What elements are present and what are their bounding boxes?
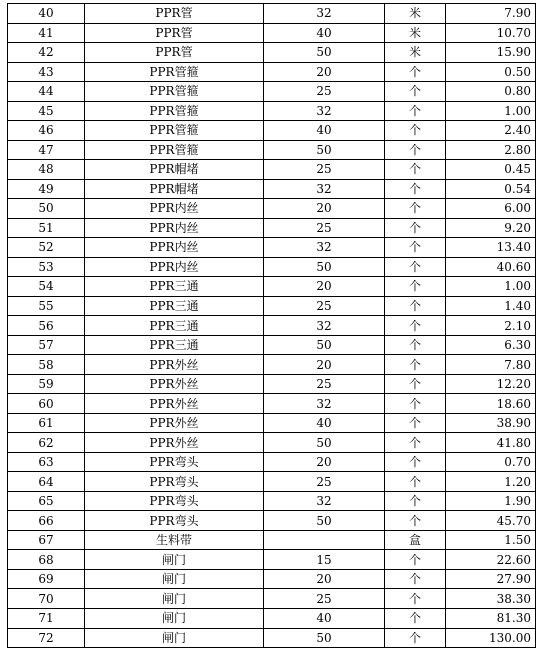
item-name: PPR管箍 <box>85 82 264 102</box>
item-price: 13.40 <box>446 238 536 258</box>
table-row <box>8 199 536 219</box>
row-number: 64 <box>8 472 85 492</box>
item-price: 1.00 <box>446 101 536 121</box>
item-spec: 40 <box>264 608 385 628</box>
table-row <box>8 394 536 414</box>
row-number: 53 <box>8 257 85 277</box>
table-row <box>8 238 536 258</box>
item-price: 0.80 <box>446 82 536 102</box>
row-number: 45 <box>8 101 85 121</box>
table-row <box>8 491 536 511</box>
item-unit: 个 <box>385 491 446 511</box>
item-unit: 个 <box>385 179 446 199</box>
item-spec: 20 <box>264 569 385 589</box>
item-unit: 个 <box>385 355 446 375</box>
item-name: PPR外丝 <box>85 374 264 394</box>
item-price: 7.80 <box>446 355 536 375</box>
item-spec: 40 <box>264 413 385 433</box>
row-number: 51 <box>8 218 85 238</box>
item-price: 6.30 <box>446 335 536 355</box>
item-spec: 50 <box>264 43 385 63</box>
item-spec: 32 <box>264 4 385 24</box>
item-unit: 个 <box>385 199 446 219</box>
item-spec: 25 <box>264 82 385 102</box>
item-spec: 25 <box>264 589 385 609</box>
row-number: 47 <box>8 140 85 160</box>
item-unit: 个 <box>385 628 446 648</box>
item-unit: 个 <box>385 277 446 297</box>
table-row <box>8 62 536 82</box>
row-number: 69 <box>8 569 85 589</box>
item-name: PPR外丝 <box>85 413 264 433</box>
item-name: PPR管箍 <box>85 62 264 82</box>
table-row <box>8 218 536 238</box>
row-number: 63 <box>8 452 85 472</box>
row-number: 46 <box>8 121 85 141</box>
item-name: PPR内丝 <box>85 238 264 258</box>
table-row <box>8 316 536 336</box>
item-name: PPR管箍 <box>85 140 264 160</box>
table-row <box>8 43 536 63</box>
item-spec: 50 <box>264 335 385 355</box>
item-unit: 米 <box>385 23 446 43</box>
item-spec: 50 <box>264 140 385 160</box>
item-spec: 25 <box>264 472 385 492</box>
row-number: 50 <box>8 199 85 219</box>
item-unit: 个 <box>385 589 446 609</box>
item-name: 闸门 <box>85 569 264 589</box>
item-price: 2.40 <box>446 121 536 141</box>
table-row <box>8 4 536 24</box>
item-name: PPR内丝 <box>85 218 264 238</box>
row-number: 65 <box>8 491 85 511</box>
item-unit: 个 <box>385 82 446 102</box>
item-spec: 32 <box>264 238 385 258</box>
table-row <box>8 511 536 531</box>
row-number: 70 <box>8 589 85 609</box>
item-spec: 20 <box>264 199 385 219</box>
item-name: 闸门 <box>85 608 264 628</box>
item-spec: 32 <box>264 101 385 121</box>
item-price: 0.70 <box>446 452 536 472</box>
row-number: 55 <box>8 296 85 316</box>
item-unit: 个 <box>385 316 446 336</box>
item-price: 1.40 <box>446 296 536 316</box>
item-price: 1.50 <box>446 530 536 550</box>
item-price: 22.60 <box>446 550 536 570</box>
item-name: PPR三通 <box>85 296 264 316</box>
row-number: 59 <box>8 374 85 394</box>
item-unit: 盒 <box>385 530 446 550</box>
row-number: 49 <box>8 179 85 199</box>
item-name: PPR管 <box>85 4 264 24</box>
item-price: 7.90 <box>446 4 536 24</box>
row-number: 42 <box>8 43 85 63</box>
table-row <box>8 530 536 550</box>
item-spec: 25 <box>264 374 385 394</box>
table-row <box>8 550 536 570</box>
table-row <box>8 433 536 453</box>
item-unit: 个 <box>385 550 446 570</box>
row-number: 48 <box>8 160 85 180</box>
item-unit: 个 <box>385 433 446 453</box>
item-unit: 个 <box>385 257 446 277</box>
item-unit: 个 <box>385 374 446 394</box>
item-spec: 50 <box>264 257 385 277</box>
item-spec: 50 <box>264 511 385 531</box>
item-price: 38.30 <box>446 589 536 609</box>
item-unit: 个 <box>385 394 446 414</box>
item-spec: 32 <box>264 316 385 336</box>
table-row <box>8 140 536 160</box>
table-row <box>8 82 536 102</box>
item-spec: 50 <box>264 433 385 453</box>
item-name: 闸门 <box>85 550 264 570</box>
row-number: 40 <box>8 4 85 24</box>
item-price: 0.54 <box>446 179 536 199</box>
table-row <box>8 335 536 355</box>
item-price: 41.80 <box>446 433 536 453</box>
item-price: 0.45 <box>446 160 536 180</box>
item-unit: 个 <box>385 452 446 472</box>
item-unit: 个 <box>385 160 446 180</box>
item-unit: 个 <box>385 140 446 160</box>
item-price: 81.30 <box>446 608 536 628</box>
row-number: 44 <box>8 82 85 102</box>
item-name: PPR帽堵 <box>85 179 264 199</box>
item-price: 38.90 <box>446 413 536 433</box>
item-spec <box>264 530 385 550</box>
table-row <box>8 472 536 492</box>
table-row <box>8 355 536 375</box>
item-unit: 个 <box>385 608 446 628</box>
item-price: 6.00 <box>446 199 536 219</box>
item-spec: 25 <box>264 160 385 180</box>
item-price: 12.20 <box>446 374 536 394</box>
item-name: PPR外丝 <box>85 394 264 414</box>
table-row <box>8 296 536 316</box>
row-number: 54 <box>8 277 85 297</box>
item-price: 2.10 <box>446 316 536 336</box>
row-number: 68 <box>8 550 85 570</box>
item-unit: 个 <box>385 413 446 433</box>
item-unit: 个 <box>385 511 446 531</box>
row-number: 67 <box>8 530 85 550</box>
table-row <box>8 628 536 648</box>
table-row <box>8 608 536 628</box>
table-row <box>8 121 536 141</box>
item-price: 18.60 <box>446 394 536 414</box>
item-price: 130.00 <box>446 628 536 648</box>
table-row <box>8 277 536 297</box>
item-name: PPR帽堵 <box>85 160 264 180</box>
item-unit: 个 <box>385 335 446 355</box>
item-price: 1.90 <box>446 491 536 511</box>
item-spec: 15 <box>264 550 385 570</box>
item-name: PPR管箍 <box>85 101 264 121</box>
item-name: PPR弯头 <box>85 452 264 472</box>
row-number: 57 <box>8 335 85 355</box>
item-price: 1.20 <box>446 472 536 492</box>
row-number: 66 <box>8 511 85 531</box>
item-name: PPR内丝 <box>85 257 264 277</box>
item-spec: 32 <box>264 491 385 511</box>
row-number: 58 <box>8 355 85 375</box>
item-name: PPR三通 <box>85 316 264 336</box>
item-unit: 个 <box>385 121 446 141</box>
table-row <box>8 257 536 277</box>
table-row <box>8 101 536 121</box>
item-name: 闸门 <box>85 589 264 609</box>
row-number: 56 <box>8 316 85 336</box>
item-price: 9.20 <box>446 218 536 238</box>
item-price: 10.70 <box>446 23 536 43</box>
item-price: 15.90 <box>446 43 536 63</box>
item-unit: 个 <box>385 472 446 492</box>
item-price: 40.60 <box>446 257 536 277</box>
item-spec: 32 <box>264 179 385 199</box>
item-name: PPR三通 <box>85 277 264 297</box>
item-price: 45.70 <box>446 511 536 531</box>
item-spec: 20 <box>264 355 385 375</box>
item-spec: 20 <box>264 277 385 297</box>
table-row <box>8 413 536 433</box>
item-unit: 米 <box>385 4 446 24</box>
item-name: PPR管 <box>85 43 264 63</box>
price-table-body <box>8 4 536 648</box>
item-unit: 个 <box>385 62 446 82</box>
price-table <box>7 3 536 648</box>
row-number: 41 <box>8 23 85 43</box>
item-name: PPR外丝 <box>85 355 264 375</box>
item-price: 1.00 <box>446 277 536 297</box>
table-row <box>8 569 536 589</box>
item-unit: 米 <box>385 43 446 63</box>
item-name: PPR弯头 <box>85 511 264 531</box>
item-name: PPR外丝 <box>85 433 264 453</box>
item-name: PPR弯头 <box>85 491 264 511</box>
item-price: 0.50 <box>446 62 536 82</box>
item-spec: 50 <box>264 628 385 648</box>
item-unit: 个 <box>385 296 446 316</box>
item-unit: 个 <box>385 238 446 258</box>
row-number: 71 <box>8 608 85 628</box>
row-number: 43 <box>8 62 85 82</box>
row-number: 72 <box>8 628 85 648</box>
item-name: PPR管箍 <box>85 121 264 141</box>
item-spec: 32 <box>264 394 385 414</box>
table-row <box>8 374 536 394</box>
row-number: 62 <box>8 433 85 453</box>
item-name: PPR管 <box>85 23 264 43</box>
item-spec: 40 <box>264 121 385 141</box>
item-unit: 个 <box>385 101 446 121</box>
item-name: PPR弯头 <box>85 472 264 492</box>
item-unit: 个 <box>385 218 446 238</box>
table-row <box>8 23 536 43</box>
item-unit: 个 <box>385 569 446 589</box>
table-row <box>8 452 536 472</box>
item-name: 生料带 <box>85 530 264 550</box>
item-price: 27.90 <box>446 569 536 589</box>
item-name: 闸门 <box>85 628 264 648</box>
row-number: 60 <box>8 394 85 414</box>
item-price: 2.80 <box>446 140 536 160</box>
row-number: 52 <box>8 238 85 258</box>
table-row <box>8 179 536 199</box>
item-spec: 25 <box>264 218 385 238</box>
item-spec: 20 <box>264 62 385 82</box>
table-row <box>8 589 536 609</box>
item-spec: 40 <box>264 23 385 43</box>
table-row <box>8 160 536 180</box>
item-name: PPR内丝 <box>85 199 264 219</box>
item-name: PPR三通 <box>85 335 264 355</box>
item-spec: 25 <box>264 296 385 316</box>
row-number: 61 <box>8 413 85 433</box>
item-spec: 20 <box>264 452 385 472</box>
